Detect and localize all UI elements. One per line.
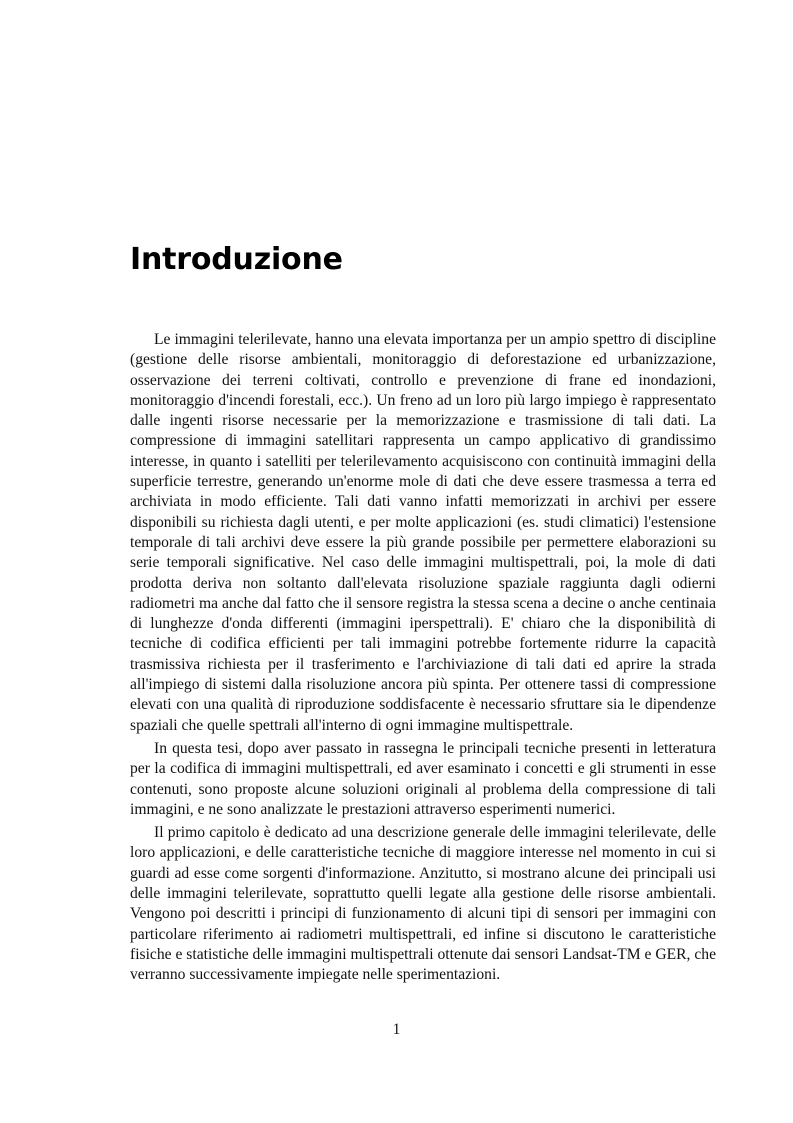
chapter-body xyxy=(130,330,716,989)
page-number: 1 xyxy=(392,1021,401,1038)
chapter-title: Introduzione xyxy=(130,242,343,277)
paragraph-thesis-overview: In questa tesi, dopo aver passato in rassegna le principali tecniche presenti in letteratura per la codifica di immagini multispettrali, ed aver esaminato i concetti e gli strumenti in esse contenuti, sono proposte alcune soluzioni originali al problema della compressione di tali immagini, e ne sono analizzate le prestazioni attraverso esperimenti numerici. xyxy=(130,739,716,818)
paragraph-intro: Le immagini telerilevate, hanno una elevata importanza per un ampio spettro di discipline (gestione delle risorse ambientali, monitoraggio di deforestazione ed urbanizzazione, osservazione dei terreni coltivati, controllo e prevenzione di frane ed inondazioni, monitoraggio d'incendi forestali, ecc.). Un freno ad un loro più largo impiego è rappresentato dalle ingenti risorse necessarie per la memorizzazione e trasmissione di tali dati. La compressione di immagini satellitari rappresenta un campo applicativo di grandissimo interesse, in quanto i satelliti per telerilevamento acquisiscono con continuità immagini della superficie terrestre, generando un'enorme mole di dati che deve essere trasmessa a terra ed archiviata in modo efficiente. Tali dati vanno infatti memorizzati in archivi per essere disponibili su richiesta dagli utenti, e per molte applicazioni (es. studi climatici) l'estensione temporale di tali archivi deve essere la più grande possibile per permettere elaborazioni su serie temporali significative. Nel caso delle immagini multispettrali, poi, la mole di dati prodotta deriva non soltanto dall'elevata risoluzione spaziale raggiunta dagli odierni radiometri ma anche dal fatto che il sensore registra la stessa scena a decine o anche centinaia di lunghezze d'onda differenti (immagini iperspettrali). E' chiaro che la disponibilità di tecniche di codifica efficienti per tali immagini potrebbe fortemente ridurre la capacità trasmissiva richiesta per il trasferimento e l'archiviazione di tali dati ed aprire la strada all'impiego di sistemi dalla risoluzione ancora più spinta. Per ottenere tassi di compressione elevati con una qualità di riproduzione soddisfacente è necessario sfruttare sia le dipendenze spaziali che quelle spettrali all'interno di ogni immagine multispettrale. xyxy=(130,331,716,734)
paragraph-chapter-one: Il primo capitolo è dedicato ad una descrizione generale delle immagini telerilevate, delle loro applicazioni, e delle caratteristiche tecniche di maggiore interesse nel momento in cui si guardi ad esse come sorgenti d'informazione. Anzitutto, si mostrano alcune dei principali usi delle immagini telerilevate, soprattutto quelli legate alla gestione delle risorse ambientali. Vengono poi descritti i principi di funzionamento di alcuni tipi di sensori per immagini con particolare riferimento ai radiometri multispettrali, ed infine si discutono le caratteristiche fisiche e statistiche delle immagini multispettrali ottenute dai sensori Landsat-TM e GER, che verranno successivamente impiegate nelle sperimentazioni. xyxy=(130,824,716,984)
